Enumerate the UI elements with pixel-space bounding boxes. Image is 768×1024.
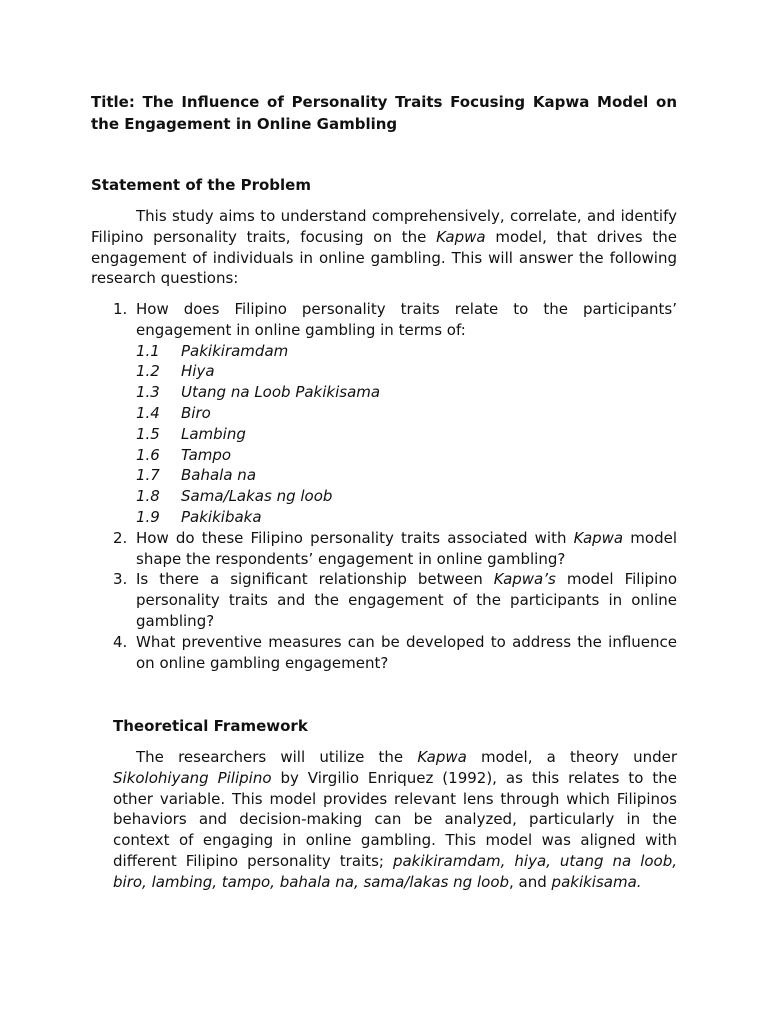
question-2	[113, 528, 677, 570]
question-number: 3.	[113, 570, 128, 589]
question-4	[113, 632, 677, 674]
trait-sublist	[136, 341, 677, 528]
question-text: How does Filipino personality traits relate to the participants’ engagement in online gambling in terms of:	[136, 300, 677, 339]
list-item	[136, 341, 677, 362]
question-text-a: How do these Filipino personality traits associated with	[136, 528, 574, 547]
framework-last-trait: pakikisama.	[551, 872, 642, 891]
sub-label: Pakikiramdam	[181, 341, 289, 360]
sub-label: Tampo	[181, 445, 232, 464]
question-kapwa: Kapwa’s	[493, 570, 556, 589]
question-text-a: Is there a significant relationship between	[136, 570, 494, 589]
sub-label: Pakikibaka	[181, 507, 262, 526]
sub-number: 1.8	[136, 487, 160, 506]
list-item	[136, 361, 677, 382]
sub-number: 1.6	[136, 445, 160, 464]
statement-paragraph	[91, 206, 677, 289]
heading-statement-of-problem: Statement of the Problem	[91, 176, 311, 194]
sub-number: 1.3	[136, 383, 160, 402]
framework-paragraph	[113, 747, 677, 893]
list-item	[136, 465, 677, 486]
list-item	[136, 486, 677, 507]
question-text-b: model shape the respondents’ engagement in online gambling?	[136, 528, 677, 568]
question-number: 1.	[113, 300, 128, 318]
framework-text-a: The researchers will utilize the	[136, 748, 418, 766]
question-kapwa: Kapwa	[573, 528, 624, 547]
sub-label: Utang na Loob Pakikisama	[181, 383, 381, 402]
sub-label: Bahala na	[181, 466, 257, 485]
list-item	[136, 403, 677, 424]
question-1	[113, 299, 677, 528]
sub-number: 1.1	[136, 341, 160, 360]
list-item	[136, 507, 677, 528]
statement-text-b: model, that drives the engagement of individuals in online gambling. This will answer the following research questions:	[91, 227, 677, 288]
list-item	[136, 445, 677, 466]
statement-text-a: This study aims to understand comprehensively, correlate, and identify Filipino personality traits, focusing on the	[91, 207, 677, 246]
research-questions-list	[113, 299, 677, 673]
framework-traits: pakikiramdam, hiya, utang na loob, biro, lambing, tampo, bahala na, sama/lakas ng loob	[113, 851, 677, 891]
sub-label: Biro	[181, 403, 211, 422]
question-number: 4.	[113, 632, 128, 651]
framework-text-d: , and	[509, 872, 552, 891]
sub-number: 1.9	[136, 507, 160, 526]
list-item	[136, 424, 677, 445]
list-item	[136, 382, 677, 403]
framework-sikolohiya: Sikolohiyang Pilipino	[113, 768, 272, 787]
sub-number: 1.2	[136, 362, 160, 381]
document-title: Title: The Influence of Personality Traits Focusing Kapwa Model on the Engagement in Online Gambling	[91, 93, 677, 133]
sub-number: 1.4	[136, 403, 160, 422]
framework-kapwa: Kapwa	[417, 748, 467, 766]
question-text-b: model Filipino personality traits and the engagement of the participants in online gambling?	[136, 570, 677, 630]
sub-number: 1.5	[136, 424, 160, 443]
framework-text-b: model, a theory under	[466, 748, 677, 766]
question-number: 2.	[113, 528, 128, 547]
sub-label: Hiya	[181, 362, 215, 381]
sub-label: Lambing	[181, 424, 246, 443]
sub-number: 1.7	[136, 466, 160, 485]
framework-text-c: by Virgilio Enriquez (1992), as this relates to the other variable. This model provides relevant lens through which Filipinos behaviors and decision-making can be analyzed, particularly in the context of engaging in online gambling. This model was aligned with different Filipino personality traits;	[113, 768, 678, 870]
question-3	[113, 569, 677, 631]
sub-label: Sama/Lakas ng loob	[181, 487, 333, 506]
question-text: What preventive measures can be developed to address the influence on online gambling engagement?	[136, 632, 677, 672]
statement-kapwa: Kapwa	[436, 227, 486, 246]
heading-theoretical-framework: Theoretical Framework	[113, 717, 308, 735]
